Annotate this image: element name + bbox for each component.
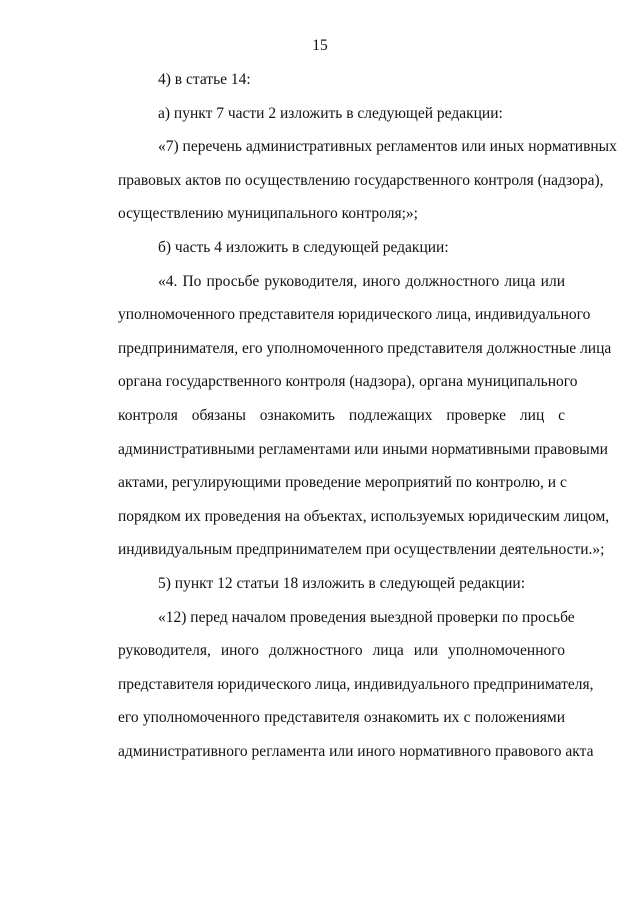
text-line: 5) пункт 12 статьи 18 изложить в следующей редакции:: [158, 574, 526, 592]
text-line: порядком их проведения на объектах, используемых юридическим лицом,: [118, 507, 610, 525]
text-line: руководителя, иного должностного лица или уполномоченного: [118, 642, 565, 660]
text-line: а) пункт 7 части 2 изложить в следующей редакции:: [158, 104, 503, 122]
page-number: 15: [312, 37, 328, 54]
paragraph-quote-12: [78, 601, 594, 769]
paragraph-item-b: [78, 231, 565, 265]
text-line: актами, регулирующими проведение мероприятий по контролю, и с: [118, 474, 567, 492]
text-line: правовых актов по осуществлению государственного контроля (надзора),: [118, 171, 604, 189]
text-line: органа государственного контроля (надзора), органа муниципального: [118, 373, 578, 391]
text-line: индивидуальным предпринимателем при осуществлении деятельности.»;: [118, 541, 605, 559]
paragraph-article-14: [78, 63, 565, 97]
text-line: б) часть 4 изложить в следующей редакции:: [158, 238, 449, 256]
text-line: контроля обязаны ознакомить подлежащих проверке лиц с: [118, 406, 565, 424]
text-line: 4) в статье 14:: [158, 71, 251, 88]
text-line: его уполномоченного представителя ознакомить их с положениями: [118, 709, 565, 727]
text-line: представителя юридического лица, индивидуального предпринимателя,: [118, 675, 594, 693]
text-line: осуществлению муниципального контроля;»;: [118, 205, 418, 223]
paragraph-quote-4: [78, 265, 612, 567]
paragraph-item-a: [78, 97, 565, 131]
text-line: административными регламентами или иными нормативными правовыми: [118, 440, 608, 458]
paragraph-quote-7: [78, 130, 617, 231]
text-line: «12) перед началом проведения выездной проверки по просьбе: [158, 608, 575, 626]
text-line: уполномоченного представителя юридического лица, индивидуального: [118, 306, 591, 324]
paragraph-item-5: [78, 567, 565, 601]
text-line: предпринимателя, его уполномоченного представителя должностные лица: [118, 339, 612, 357]
document-body: [78, 63, 617, 768]
text-line: административного регламента или иного нормативного правового акта: [118, 742, 594, 760]
text-line: «7) перечень административных регламентов или иных нормативных: [158, 138, 617, 156]
text-line: «4. По просьбе руководителя, иного должностного лица или: [158, 272, 565, 290]
